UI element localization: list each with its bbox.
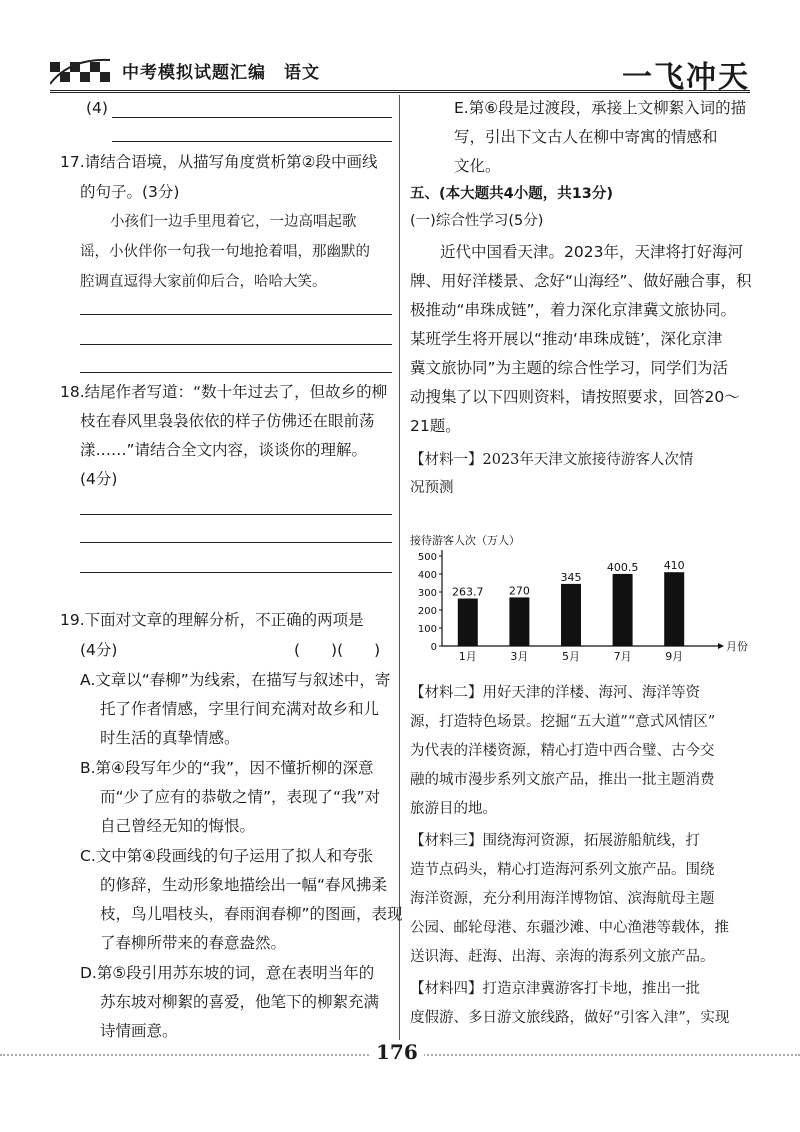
- material-3-text: 【材料三】围绕海河资源，拓展游船航线，打: [410, 833, 700, 849]
- option-d: 苏东坡对柳絮的喜爱，他笔下的柳絮充满: [100, 993, 380, 1011]
- answer-line[interactable]: [80, 344, 392, 345]
- bar: [613, 574, 633, 646]
- column-divider: [399, 95, 400, 1040]
- subsection-heading: (一)综合性学习(5分): [410, 213, 544, 229]
- checker-decoration-icon: [50, 58, 114, 88]
- material-3-text: 造节点码头，精心打造海河系列文旅产品。围绕: [410, 862, 715, 878]
- bar-value-label: 345: [560, 570, 582, 584]
- y-tick-label: 200: [417, 606, 437, 617]
- section-heading: 五、(本大题共4小题，共13分): [410, 186, 614, 202]
- bar-value-label: 400.5: [606, 560, 639, 574]
- option-a: 托了作者情感，字里行间充满对故乡和儿: [100, 700, 380, 718]
- option-b: 自己曾经无知的悔恨。: [100, 817, 256, 835]
- bar-value-label: 270: [508, 584, 530, 598]
- page-footer: [0, 1040, 800, 1080]
- y-tick-label: 500: [417, 552, 437, 563]
- material-3-text: 公园、邮轮母港、东疆沙滩、中心渔港等载体，推: [410, 920, 729, 936]
- bar: [561, 584, 581, 646]
- bar-chart-svg: [410, 534, 748, 674]
- option-a: 时生活的真挚情感。: [100, 729, 240, 747]
- x-tick-label: 1月: [458, 650, 477, 663]
- option-c: C.文中第④段画线的句子运用了拟人和夸张: [80, 847, 374, 865]
- intro-text: 牌、用好洋楼景、念好“山海经”、做好融合事，积: [410, 272, 752, 290]
- answer-line[interactable]: [80, 514, 392, 515]
- bar-value-label: 410: [663, 559, 685, 573]
- intro-text: 21题。: [410, 417, 461, 435]
- material-1-title: 【材料一】2023年天津文旅接待游客人次情: [410, 452, 694, 468]
- q18-text: 枝在春风里袅袅依依的样子仿佛还在眼前荡: [80, 412, 375, 430]
- material-2-text: 源，打造特色场景。挖掘“五大道”“意式风情区”: [410, 714, 716, 730]
- material-2-text: 【材料二】用好天津的洋楼、海河、海洋等资: [410, 685, 700, 701]
- visitor-bar-chart: [410, 534, 748, 674]
- brand-logo: 一飞冲天: [622, 60, 750, 95]
- q18-text: 18.结尾作者写道：“数十年过去了，但故乡的柳: [60, 383, 388, 401]
- x-tick-label: 7月: [613, 650, 632, 663]
- bar: [664, 572, 684, 646]
- q17-quote: 小孩们一边手里甩着它，一边高唱起歌: [110, 214, 357, 230]
- header-title: 中考模拟试题汇编 语文: [122, 63, 320, 83]
- option-e: 写，引出下文古人在柳中寄寓的情感和: [454, 128, 718, 146]
- y-tick-label: 400: [417, 570, 437, 581]
- page-header: [50, 50, 750, 94]
- x-axis-arrow-icon: [718, 643, 724, 649]
- q17-quote: 谣，小伙伴你一句我一句地抢着唱，那幽默的: [80, 244, 370, 260]
- x-axis-label: 月份: [726, 640, 748, 653]
- q18-text: 漾……”请结合全文内容，谈谈你的理解。: [80, 441, 368, 459]
- y-tick-label: 100: [417, 624, 437, 635]
- page-number: 176: [370, 1040, 424, 1064]
- answer-line[interactable]: [80, 372, 392, 373]
- q17-text: 的句子。(3分): [80, 183, 180, 201]
- option-c: 枝，鸟儿唱枝头，春雨润春柳”的图画，表现: [100, 905, 403, 923]
- y-tick-label: 300: [417, 588, 437, 599]
- material-3-text: 海洋资源，充分利用海洋博物馆、滨海航母主题: [410, 891, 715, 907]
- bar: [509, 597, 529, 646]
- x-tick-label: 9月: [665, 650, 684, 663]
- material-2-text: 旅游目的地。: [410, 801, 497, 817]
- material-1-title: 况预测: [410, 480, 454, 496]
- option-b: 而“少了应有的恭敬之情”，表现了“我”对: [100, 788, 381, 806]
- intro-text: 近代中国看天津。2023年，天津将打好海河: [440, 243, 743, 261]
- q17-text: 17.请结合语境，从描写角度赏析第②段中画线: [60, 153, 378, 171]
- q19-answer-parens[interactable]: ( )( ): [294, 641, 381, 659]
- option-e: E.第⑥段是过渡段，承接上文柳絮入词的描: [454, 99, 747, 117]
- option-b: B.第④段写年少的“我”，因不懂折柳的深意: [80, 759, 374, 777]
- answer-line[interactable]: [80, 542, 392, 543]
- intro-text: 动搜集了以下四则资料，请按照要求，回答20～: [410, 388, 740, 406]
- option-a: A.文章以“春柳”为线索，在描写与叙述中，寄: [80, 671, 391, 689]
- x-tick-label: 3月: [510, 650, 529, 663]
- material-2-text: 融的城市漫步系列文旅产品，推出一批主题消费: [410, 772, 715, 788]
- option-c: 的修辞，生动形象地描绘出一幅“春风拂柔: [100, 876, 388, 894]
- y-tick-label: 0: [430, 642, 437, 653]
- answer-line[interactable]: [80, 314, 392, 315]
- q16-item-4-label: (4): [86, 99, 108, 117]
- answer-line[interactable]: [112, 141, 392, 142]
- option-c: 了春柳所带来的春意盎然。: [100, 934, 287, 952]
- header-rule: [50, 90, 750, 93]
- bar: [458, 599, 478, 646]
- material-3-text: 送识海、赶海、出海、亲海的海系列文旅产品。: [410, 949, 715, 965]
- y-axis-label: 接待游客人次（万人）: [410, 534, 520, 547]
- intro-text: 某班学生将开展以“推动‘串珠成链’，深化京津: [410, 330, 723, 348]
- option-e: 文化。: [454, 157, 501, 175]
- option-d: 诗情画意。: [100, 1022, 178, 1040]
- x-tick-label: 5月: [562, 650, 580, 663]
- option-d: D.第⑤段引用苏东坡的词，意在表明当年的: [80, 964, 375, 982]
- material-4-text: 【材料四】打造京津冀游客打卡地，推出一批: [410, 981, 700, 997]
- bar-value-label: 263.7: [452, 585, 484, 599]
- q17-quote: 腔调直逗得大家前仰后合，哈哈大笑。: [80, 274, 327, 290]
- q19-text: (4分): [80, 641, 118, 659]
- intro-text: 极推动“串珠成链”，着力深化京津冀文旅协同。: [410, 301, 737, 319]
- q18-text: (4分): [80, 470, 118, 488]
- material-2-text: 为代表的洋楼资源，精心打造中西合璧、古今交: [410, 743, 715, 759]
- answer-line[interactable]: [80, 572, 392, 573]
- q19-text: 19.下面对文章的理解分析，不正确的两项是: [60, 611, 364, 629]
- material-4-text: 度假游、多日游文旅线路，做好“引客入津”，实现: [410, 1010, 730, 1026]
- answer-line[interactable]: [112, 117, 392, 118]
- intro-text: 冀文旅协同”为主题的综合性学习，同学们为活: [410, 359, 729, 377]
